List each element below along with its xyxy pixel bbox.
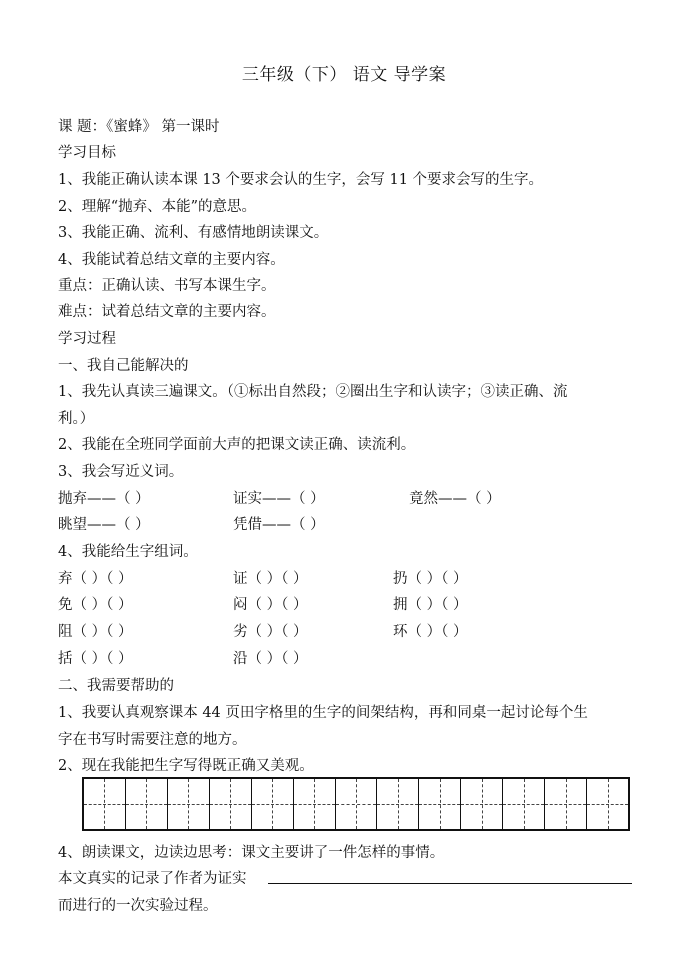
s2-item1-continued: 字在书写时需要注意的地方。: [58, 732, 247, 748]
difficulty-point: 难点：试着总结文章的主要内容。: [58, 304, 276, 320]
word-blank[interactable]: 拥（ ）（ ）: [393, 597, 468, 613]
grid-square[interactable]: [210, 779, 252, 829]
goal-item: 2、理解“抛弃、本能”的意思。: [58, 199, 257, 215]
fill-suffix: 而进行的一次实验过程。: [58, 898, 218, 914]
s2-item2: 2、现在我能把生字写得既正确又美观。: [58, 758, 314, 774]
word-blank[interactable]: 弃（ ）（ ）: [58, 571, 133, 587]
goal-item: 3、我能正确、流利、有感情地朗读课文。: [58, 225, 329, 241]
s1-item3: 3、我会写近义词。: [58, 464, 184, 480]
synonym-blank[interactable]: 抛弃——（ ）: [58, 491, 150, 507]
lesson-topic: 课 题：《蜜蜂》 第一课时: [58, 119, 220, 135]
grid-square[interactable]: [294, 779, 336, 829]
s2-item4: 4、朗读课文，边读边思考：课文主要讲了一件怎样的事情。: [58, 845, 445, 861]
grid-square[interactable]: [336, 779, 378, 829]
synonym-blank[interactable]: 凭借——（ ）: [233, 517, 325, 533]
synonym-blank[interactable]: 竟然——（ ）: [409, 491, 501, 507]
synonym-blank[interactable]: 证实——（ ）: [233, 491, 325, 507]
word-blank[interactable]: 沿（ ）（ ）: [233, 651, 308, 667]
word-blank[interactable]: 劣（ ）（ ）: [233, 624, 308, 640]
word-blank[interactable]: 环（ ）（ ）: [393, 624, 468, 640]
word-blank[interactable]: 阻（ ）（ ）: [58, 624, 133, 640]
s2-item1: 1、我要认真观察课本 44 页田字格里的生字的间架结构，再和同桌一起讨论每个生: [58, 705, 588, 721]
grid-square[interactable]: [587, 779, 628, 829]
grid-square[interactable]: [168, 779, 210, 829]
process-heading: 学习过程: [58, 331, 116, 347]
goals-heading: 学习目标: [58, 145, 116, 161]
s1-item4: 4、我能给生字组词。: [58, 544, 198, 560]
grid-square[interactable]: [377, 779, 419, 829]
writing-grid[interactable]: [82, 777, 630, 831]
grid-square[interactable]: [419, 779, 461, 829]
fill-prefix: 本文真实的记录了作者为证实: [58, 871, 247, 887]
page-title: 三年级（下） 语文 导学案: [241, 65, 447, 85]
s1-item1-continued: 利。）: [58, 411, 95, 427]
word-blank[interactable]: 括（ ）（ ）: [58, 651, 133, 667]
grid-square[interactable]: [503, 779, 545, 829]
word-blank[interactable]: 扔（ ）（ ）: [393, 571, 468, 587]
grid-square[interactable]: [126, 779, 168, 829]
answer-underline[interactable]: [268, 883, 632, 884]
s1-item1: 1、我先认真读三遍课文。（①标出自然段；②圈出生字和认读字；③读正确、流: [58, 384, 568, 400]
word-blank[interactable]: 免（ ）（ ）: [58, 597, 133, 613]
focus-point: 重点：正确认读、书写本课生字。: [58, 278, 276, 294]
section1-heading: 一、我自己能解决的: [58, 358, 189, 374]
s1-item2: 2、我能在全班同学面前大声的把课文读正确、读流利。: [58, 437, 416, 453]
synonym-blank[interactable]: 眺望——（ ）: [58, 517, 150, 533]
section2-heading: 二、我需要帮助的: [58, 678, 174, 694]
goal-item: 4、我能试着总结文章的主要内容。: [58, 252, 285, 268]
grid-square[interactable]: [545, 779, 587, 829]
word-blank[interactable]: 证（ ）（ ）: [233, 571, 308, 587]
grid-square[interactable]: [252, 779, 294, 829]
goal-item: 1、我能正确认读本课 13 个要求会认的生字，会写 11 个要求会写的生字。: [58, 172, 544, 188]
grid-square[interactable]: [84, 779, 126, 829]
grid-square[interactable]: [461, 779, 503, 829]
word-blank[interactable]: 闷（ ）（ ）: [233, 597, 308, 613]
